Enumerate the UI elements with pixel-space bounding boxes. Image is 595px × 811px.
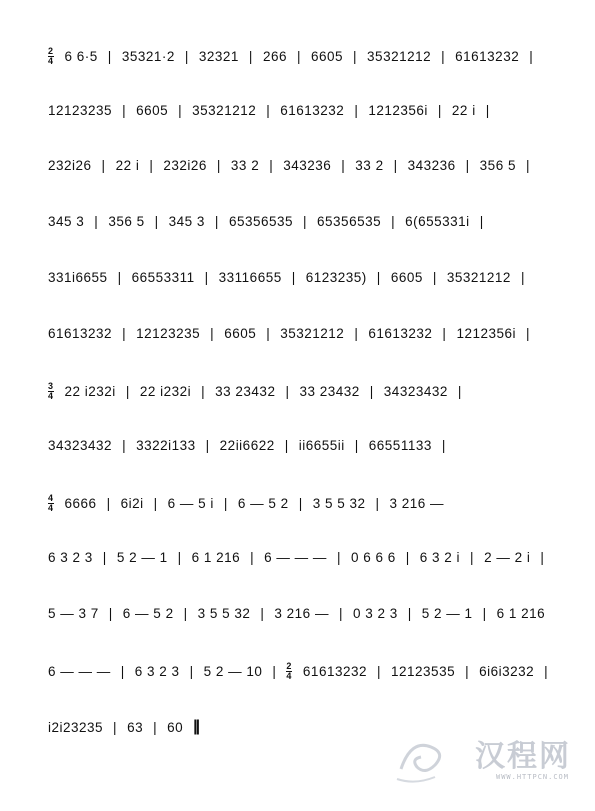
time-signature: 3 4 (48, 381, 54, 401)
measure: 61613232 (302, 664, 367, 679)
measure: 6605 (136, 103, 169, 118)
final-barline: || (193, 718, 199, 735)
measure: 0 3 2 3 (352, 606, 398, 621)
measure: 22 i (451, 103, 476, 118)
measure: 6 — — — (264, 550, 327, 565)
measure: 356 5 (479, 158, 516, 173)
score-line-1: 2 4 6 6·5 | 35321·2 | 32321 | 266 | 6605 | 35321212 | 61613232 | (48, 46, 534, 66)
measure: 35321212 (446, 270, 511, 285)
measure: 1212356i (456, 326, 516, 341)
measure: 5 2 — 1 (116, 550, 168, 565)
measure: i2i23235 (48, 719, 104, 735)
measure: 65356535 (228, 214, 294, 229)
measure: 6i2i (120, 496, 144, 511)
score-line-9: 4 4 6666 | 6i2i | 6 — 5 i | 6 — 5 2 | 3 5 5 32 | 3 216 — (48, 493, 445, 513)
time-signature: 2 4 (48, 46, 54, 66)
measure: 61613232 (368, 326, 433, 341)
measure: 33 23432 (299, 384, 360, 399)
measure: 35321·2 (121, 49, 175, 64)
measure: 22 i232i (139, 384, 192, 399)
watermark-brand: 汉程网 (475, 739, 571, 774)
measure: 61613232 (48, 326, 113, 341)
measure: 60 (167, 719, 184, 735)
measure: 66553311 (131, 270, 195, 285)
measure: 5 — 3 7 (48, 606, 99, 621)
measure: 12123235 (136, 326, 201, 341)
measure: 3 216 — (274, 606, 329, 621)
measure: 6605 (224, 326, 257, 341)
measure: 6123235) (305, 270, 367, 285)
measure: 266 (262, 49, 287, 64)
score-line-12: 6 — — — | 6 3 2 3 | 5 2 — 10 | 2 4 61613232 | 12123535 | 6i6i3232 | (48, 661, 549, 681)
measure: 343236 (407, 158, 456, 173)
measure: 2 — 2 i (484, 550, 531, 565)
score-line-7: 3 4 22 i232i | 22 i232i | 33 23432 | 33 23432 | 34323432 | (48, 381, 462, 401)
measure: 6 1 216 (191, 550, 241, 565)
measure: 35321212 (280, 326, 345, 341)
measure: 5 2 — 10 (203, 664, 263, 679)
measure: 35321212 (367, 49, 432, 64)
measure: 6 — — — (48, 664, 111, 679)
measure: 33 2 (355, 158, 384, 173)
measure: 6 3 2 3 (48, 550, 93, 565)
measure: 3 5 5 32 (197, 606, 251, 621)
measure: 6 — 5 2 (237, 496, 289, 511)
measure: 66551133 (368, 438, 432, 453)
score-line-3: 232i26 | 22 i | 232i26 | 33 2 | 343236 | 33 2 | 343236 | 356 5 | (48, 158, 530, 173)
measure: 331i6655 (48, 270, 108, 285)
score-line-13: i2i23235 | 63 | 60 || (48, 718, 199, 735)
score-line-4: 345 3 | 356 5 | 345 3 | 65356535 | 65356535 | 6(655331i | (48, 214, 484, 229)
measure: 61613232 (280, 103, 345, 118)
measure: 22ii6622 (219, 438, 275, 453)
measure: 3322i133 (136, 438, 196, 453)
score-line-2: 12123235 | 6605 | 35321212 | 61613232 | 1212356i | 22 i | (48, 103, 490, 118)
watermark-swirl-icon (391, 729, 451, 789)
measure: 1212356i (368, 103, 428, 118)
measure: 22 i232i (64, 384, 116, 399)
score-line-6: 61613232 | 12123235 | 6605 | 35321212 | 61613232 | 1212356i | (48, 326, 531, 341)
measure: ii6655ii (298, 438, 345, 453)
measure: 343236 (283, 158, 332, 173)
measure: 12123235 (48, 103, 113, 118)
score-line-10: 6 3 2 3 | 5 2 — 1 | 6 1 216 | 6 — — — | 0 6 6 6 | 6 3 2 i | 2 — 2 i | (48, 550, 545, 565)
measure: 6605 (310, 49, 344, 64)
measure: 6 6·5 (64, 49, 98, 64)
measure: 232i26 (48, 158, 92, 173)
measure: 6666 (64, 496, 97, 511)
measure: 34323432 (383, 384, 448, 399)
score-line-11: 5 — 3 7 | 6 — 5 2 | 3 5 5 32 | 3 216 — | 0 3 2 3 | 5 2 — 1 | 6 1 216 (48, 606, 546, 621)
measure: 65356535 (317, 214, 382, 229)
measure: 22 i (115, 158, 140, 173)
measure: 12123535 (391, 664, 456, 679)
measure: 0 6 6 6 (350, 550, 396, 565)
measure: 35321212 (192, 103, 257, 118)
time-signature: 2 4 (286, 661, 292, 681)
measure: 3 216 — (389, 496, 445, 511)
score-line-8: 34323432 | 3322i133 | 22ii6622 | ii6655ii | 66551133 | (48, 438, 446, 453)
measure: 34323432 (48, 438, 113, 453)
measure: 33 23432 (215, 384, 276, 399)
watermark (391, 729, 581, 789)
watermark-url: WWW.HTTPCN.COM (495, 773, 569, 781)
measure: 3 5 5 32 (312, 496, 366, 511)
measure: 33 2 (230, 158, 260, 173)
measure: 6 1 216 (496, 606, 546, 621)
measure: 33116655 (218, 270, 282, 285)
measure: 232i26 (163, 158, 207, 173)
measure: 356 5 (108, 214, 145, 229)
measure: 61613232 (455, 49, 520, 64)
measure: 345 3 (168, 214, 205, 229)
time-signature: 4 4 (48, 493, 54, 513)
measure: 6i6i3232 (479, 664, 535, 679)
measure: 6(655331i (405, 214, 470, 229)
measure: 63 (127, 719, 144, 735)
measure: 6605 (390, 270, 423, 285)
measure: 6 3 2 i (419, 550, 461, 565)
measure: 345 3 (48, 214, 85, 229)
measure: 6 — 5 2 (122, 606, 174, 621)
measure: 32321 (198, 49, 239, 64)
measure: 6 — 5 i (167, 496, 214, 511)
measure: 5 2 — 1 (421, 606, 473, 621)
score-line-5: 331i6655 | 66553311 | 33116655 | 6123235) | 6605 | 35321212 | (48, 270, 525, 285)
measure: 6 3 2 3 (134, 664, 180, 679)
